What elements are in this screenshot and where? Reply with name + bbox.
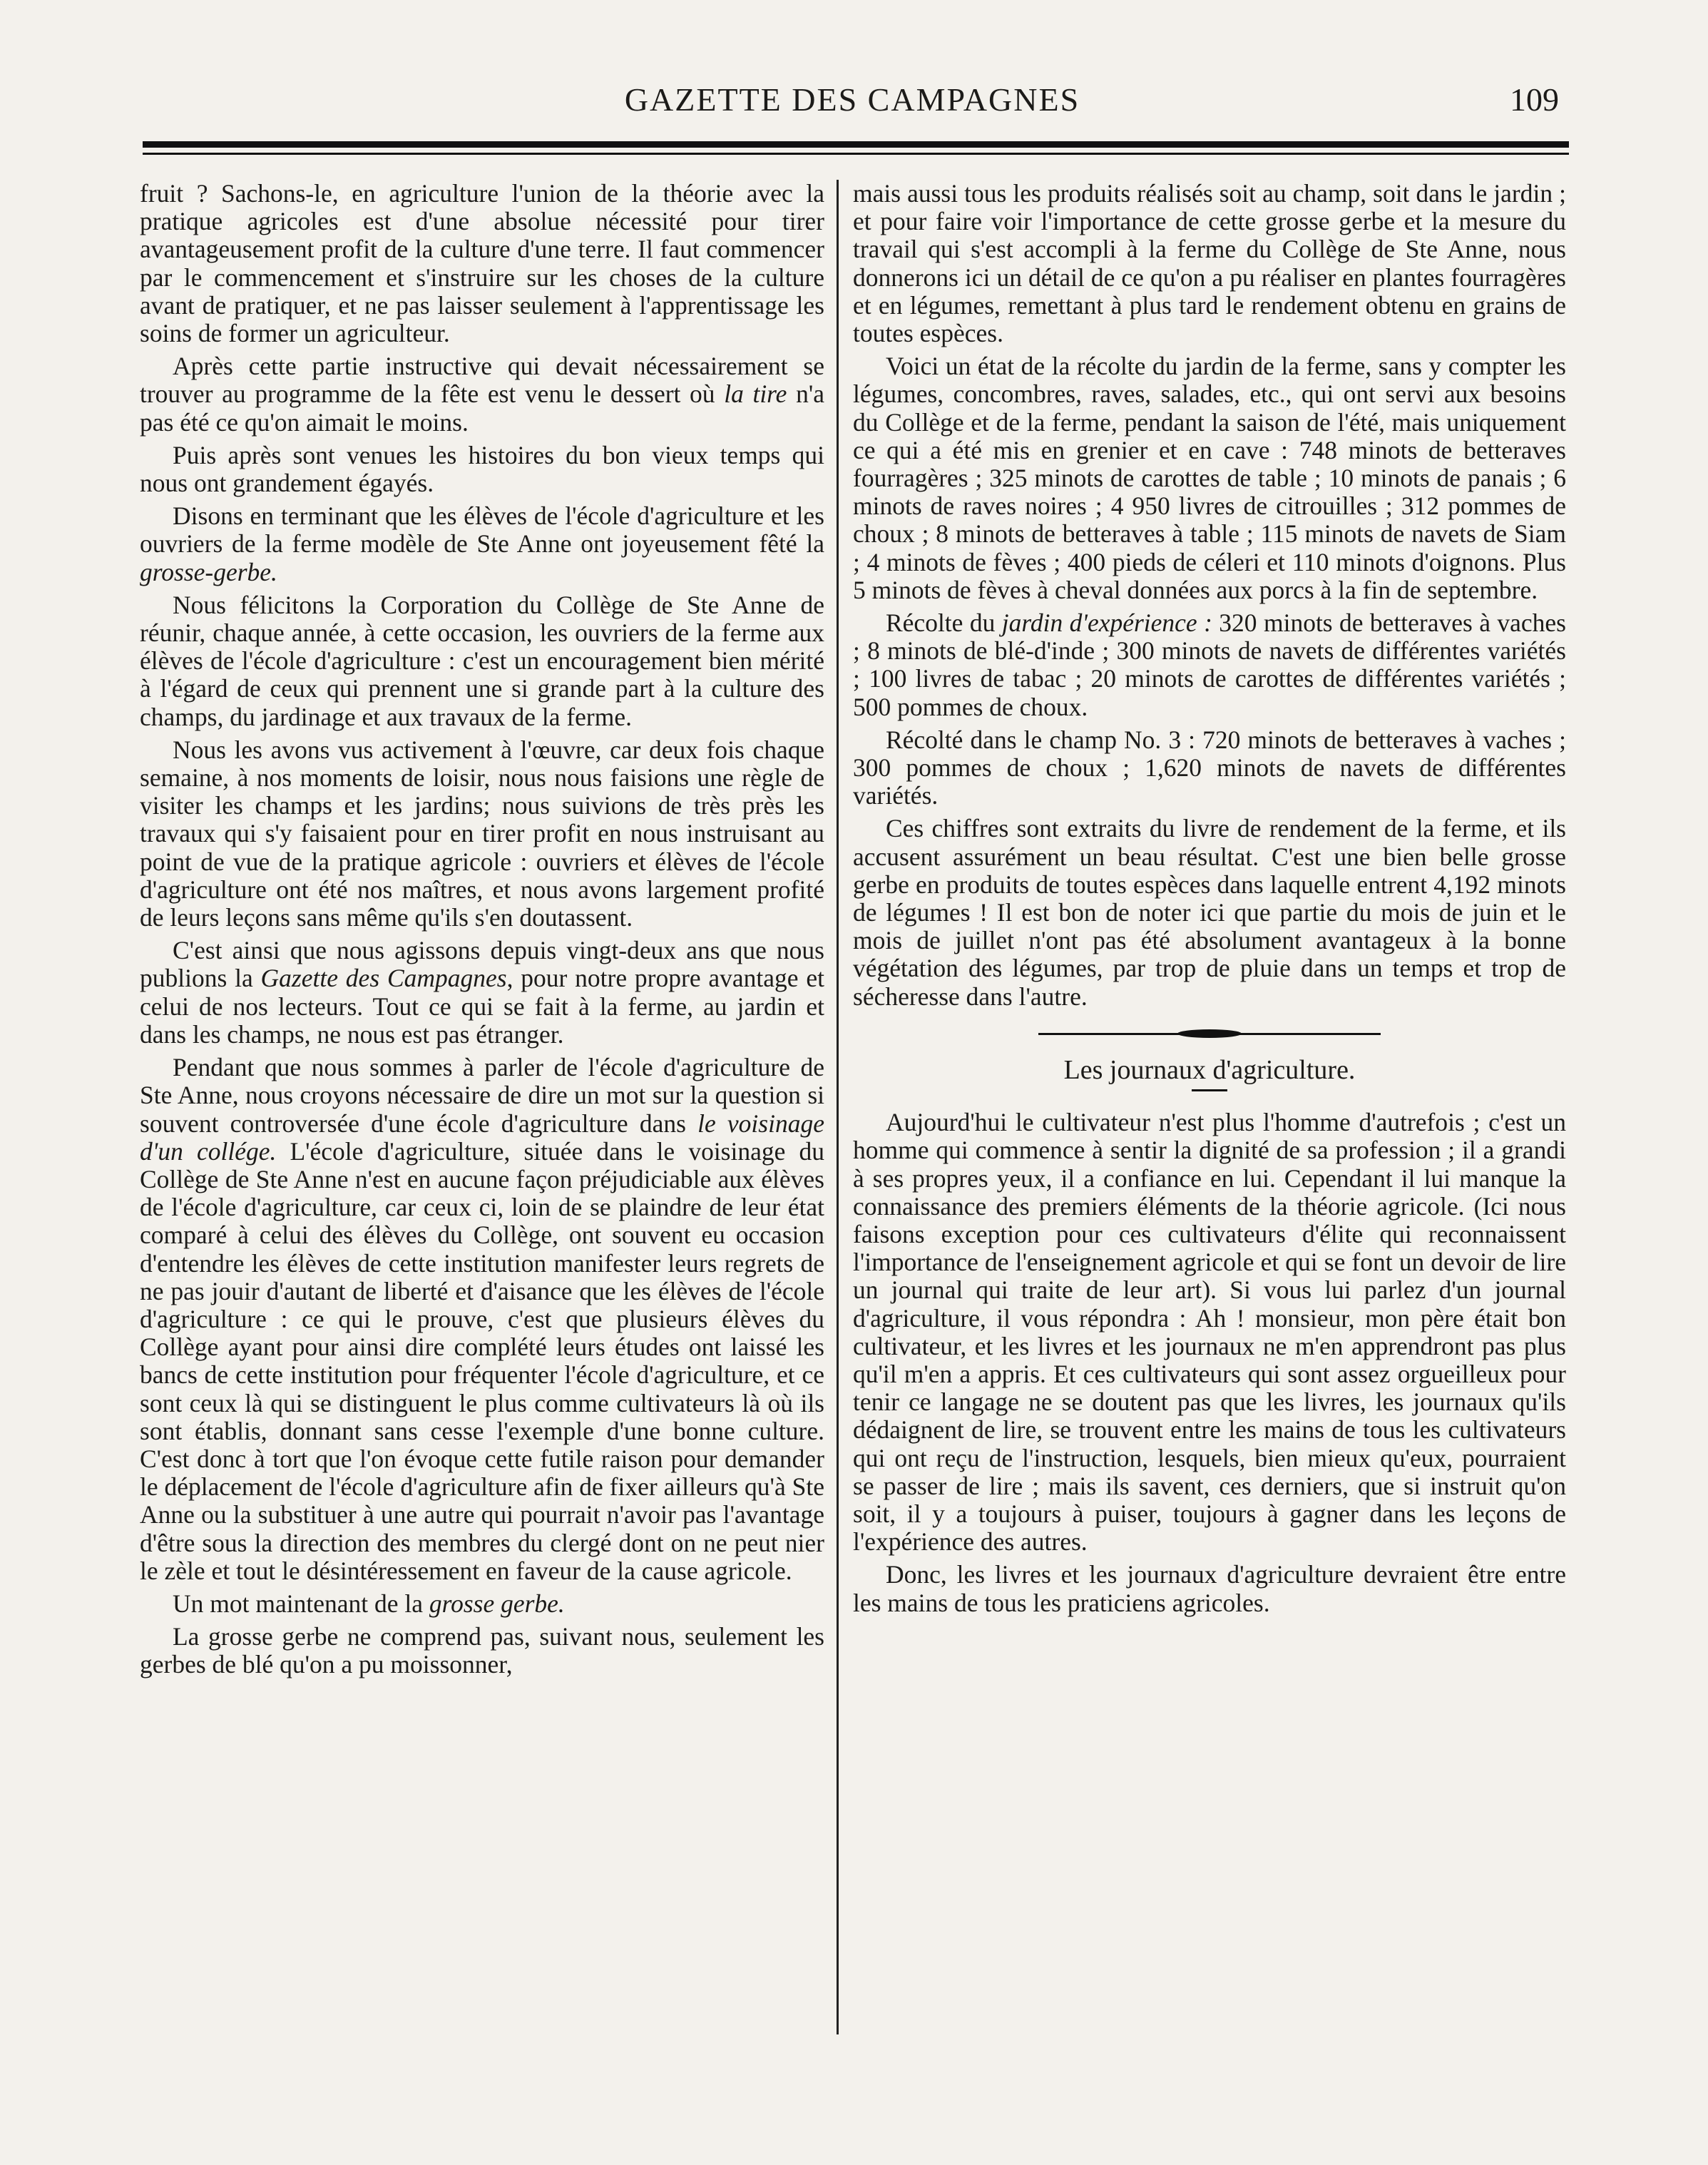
paragraph-text: , pour notre propre avantage et celui de nos lecteurs. Tout ce qui se fait à la ferme, au jardin et dans les champs, ne nous est pas étranger. bbox=[140, 964, 824, 1049]
paragraph-text: Pendant que nous sommes à parler de l'école d'agriculture de Ste Anne, nous croyons nécessaire de dire un mot sur la question si souvent controversée d'une école d'agriculture dans bbox=[140, 1053, 824, 1138]
paragraph-text: Nous félicitons la Corporation du Collège de Ste Anne de réunir, chaque année, à cette occasion, les ouvriers de la ferme aux élèves de l'école d'agriculture : c'est un encouragement bien mérité à l'égard de ceux qui prennent une si grande part à la culture des champs, du jardinage et aux travaux de la ferme. bbox=[140, 590, 824, 731]
paragraph bbox=[140, 591, 824, 731]
italic-text: grosse gerbe. bbox=[429, 1589, 565, 1618]
paragraph-text: Nous les avons vus activement à l'œuvre, car deux fois chaque semaine, à nos moments de loisir, nous nous faisions une règle de visiter les champs et les jardins; nous suivions de très près les travaux qui s'y faisaient pour en tirer profit en nous instruisant au point de vue de la pratique agricole : ouvriers et élèves de l'école d'agriculture ont été nos maîtres, et nous avons largement profité de leurs leçons sans même qu'ils s'en doutassent. bbox=[140, 735, 824, 932]
paragraph bbox=[853, 1561, 1566, 1616]
header-rule-thin bbox=[143, 153, 1569, 155]
section-heading: Les journaux d'agriculture. bbox=[1063, 1054, 1356, 1085]
paragraph-text: Voici un état de la récolte du jardin de la ferme, sans y compter les légumes, concombres, raves, salades, etc., qui ont servi aux besoins du Collège et de la ferme, pendant la saison de l'été, mais uniquement ce qui a été mis en grenier et en cave : 748 minots de betteraves fourragères ; 325 minots de carottes de table ; 10 minots de panais ; 6 minots de raves noires ; 4 950 livres de citrouilles ; 312 pommes de choux ; 8 minots de betteraves à table ; 115 minots de navets de Siam ; 4 minots de fèves ; 400 pieds de céleri et 110 minots d'oignons. Plus 5 minots de fèves à cheval données aux porcs à la fin de septembre. bbox=[853, 352, 1566, 604]
paragraph-text: Un mot maintenant de la bbox=[173, 1589, 429, 1618]
paragraph bbox=[140, 1590, 824, 1618]
paragraph bbox=[140, 180, 824, 347]
paragraph bbox=[140, 1054, 824, 1585]
paragraph bbox=[853, 1109, 1566, 1556]
paragraph-text: Aujourd'hui le cultivateur n'est plus l'homme d'autrefois ; c'est un homme qui commence à sentir la dignité de sa profession ; il a grandi à ses propres yeux, il a confiance en lui. Cependant il lui manque la connaissance des premiers éléments de la théorie agricole. (Ici nous faisons exception pour ces cultivateurs d'élite qui reconnaissent l'importance de l'enseignement agricole et qui se font un devoir de lire un journal qui traite de leur art). Si vous lui parlez d'un journal d'agriculture, il vous répondra : Ah ! monsieur, mon père était bon cultivateur, et les livres et les journaux ne m'en apprendront pas plus qu'il m'en a appris. Et ces cultivateurs qui sont assez orgueilleux pour tenir ce langage ne se doutent pas que les livres, les journaux qu'ils dédaignent de lire, se trouvent entre les mains de tous les cultivateurs qui ont reçu de l'instruction, lesquels, bien mieux qu'eux, pourraient se passer de lire ; mais ils savent, ces derniers, que si instruit qu'on soit, il y a toujours à puiser, toujours à gagner dans les leçons de l'expérience des autres. bbox=[853, 1108, 1566, 1557]
italic-text: le voisinage d'un collége. bbox=[140, 1109, 824, 1166]
heading-underline bbox=[1192, 1089, 1227, 1091]
paragraph-text: Récolté dans le champ No. 3 : 720 minots de betteraves à vaches ; 300 pommes de choux ; 1,620 minots de navets de différentes variétés. bbox=[853, 725, 1566, 810]
ornament-center bbox=[1177, 1029, 1242, 1038]
paragraph bbox=[853, 609, 1566, 721]
paragraph bbox=[140, 736, 824, 932]
paragraph-text: L'école d'agriculture, située dans le voisinage du Collège de Ste Anne n'est en aucune façon préjudiciable aux élèves de l'école d'agriculture, car ceux ci, loin de se plaindre de leur état comparé à celui des élèves du Collège, ont souvent eu occasion d'entendre les élèves de cette institution manifester leurs regrets de ne pas jouir d'autant de liberté et d'aisance que les élèves de l'école d'agriculture : ce qui le prouve, c'est que plusieurs élèves du Collège ayant pour ainsi dire complété leurs études ont laissé les bancs de cette institution pour fréquenter l'école d'agriculture, et ce sont ceux là qui se distinguent le plus comme cultivateurs là où ils sont établis, donnant sans cesse l'exemple d'une bonne culture. C'est donc à tort que l'on évoque cette futile raison pour demander le déplacement de l'école d'agriculture afin de fixer ailleurs qu'à Ste Anne ou la substituer à une autre qui pourrait n'avoir pas l'avantage d'être sous la direction des membres du clergé dont on ne peut nier le zèle et tout le désintéressement en faveur de la cause agricole. bbox=[140, 1136, 824, 1585]
italic-text: Gazette des Campagnes bbox=[260, 964, 507, 993]
publication-title: GAZETTE DES CAMPAGNES bbox=[624, 81, 1080, 118]
paragraph-text: Après cette partie instructive qui devait nécessairement se trouver au programme de la fête est venu le dessert où bbox=[140, 352, 824, 409]
paragraph-text: 320 minots de betteraves à vaches ; 8 minots de blé-d'inde ; 300 minots de navets de différentes variétés ; 100 livres de tabac ; 20 minots de carottes de différentes variétés ; 500 pommes de choux. bbox=[853, 608, 1566, 721]
page-header bbox=[135, 68, 1569, 132]
paragraph bbox=[853, 352, 1566, 604]
header-rule-thick bbox=[143, 141, 1569, 148]
paragraph bbox=[853, 815, 1566, 1010]
column-divider bbox=[837, 180, 839, 2034]
paragraph-text: C'est ainsi que nous agissons depuis vingt-deux ans que nous publions la bbox=[140, 936, 824, 993]
left-column bbox=[140, 180, 824, 1684]
paragraph-text: Disons en terminant que les élèves de l'école d'agriculture et les ouvriers de la ferme modèle de Ste Anne ont joyeusement fêté la bbox=[140, 501, 824, 559]
paragraph-text: Donc, les livres et les journaux d'agriculture devraient être entre les mains de tous les praticiens agricoles. bbox=[853, 1560, 1566, 1617]
paragraph-text: Récolte du bbox=[886, 608, 1002, 638]
paragraph-text: Ces chiffres sont extraits du livre de rendement de la ferme, et ils accusent assurément un beau résultat. C'est une bien belle grosse gerbe en produits de toutes espèces dans laquelle entrent 4,192 minots de légumes ! Il est bon de noter ici que partie du mois de juin et le mois de juillet n'ont pas été absolument avantageux à la bonne végétation des légumes, par trop de pluie dans un temps et trop de sécheresse dans l'autre. bbox=[853, 814, 1566, 1011]
paragraph-text: fruit ? Sachons-le, en agriculture l'union de la théorie avec la pratique agricoles est d'une absolue nécessité pour tirer avantageusement profit de la culture d'une terre. Il faut commencer par le commencement et s'instruire sur les choses de la culture avant de pratiquer, et ne pas laisser seulement à l'apprentissage les soins de former un agriculteur. bbox=[140, 179, 824, 348]
paragraph-text: Puis après sont venues les histoires du bon vieux temps qui nous ont grandement égayés. bbox=[140, 440, 824, 498]
paragraph bbox=[140, 352, 824, 437]
italic-text: la tire bbox=[724, 379, 787, 409]
paragraph bbox=[140, 1623, 824, 1678]
right-column bbox=[853, 180, 1566, 1622]
paragraph bbox=[853, 726, 1566, 810]
paragraph bbox=[140, 502, 824, 586]
paragraph-text: La grosse gerbe ne comprend pas, suivant nous, seulement les gerbes de blé qu'on a pu moissonner, bbox=[140, 1622, 824, 1679]
italic-text: grosse-gerbe. bbox=[140, 557, 277, 586]
paragraph-text: mais aussi tous les produits réalisés soit au champ, soit dans le jardin ; et pour faire voir l'importance de cette grosse gerbe et la mesure du travail qui s'est accompli à la ferme du Collège de Ste Anne, nous donnerons ici un détail de ce qu'on a pu réaliser en plantes fourragères et en légumes, remettant à plus tard le rendement obtenu en grains de toutes espèces. bbox=[853, 179, 1566, 348]
paragraph bbox=[140, 442, 824, 497]
section-ornament bbox=[1038, 1029, 1381, 1039]
page-number: 109 bbox=[1510, 81, 1559, 118]
paragraph-text: n'a pas été ce qu'on aimait le moins. bbox=[140, 379, 825, 437]
paragraph bbox=[140, 937, 824, 1049]
italic-text: jardin d'expérience : bbox=[1001, 608, 1212, 638]
paragraph bbox=[853, 180, 1566, 347]
